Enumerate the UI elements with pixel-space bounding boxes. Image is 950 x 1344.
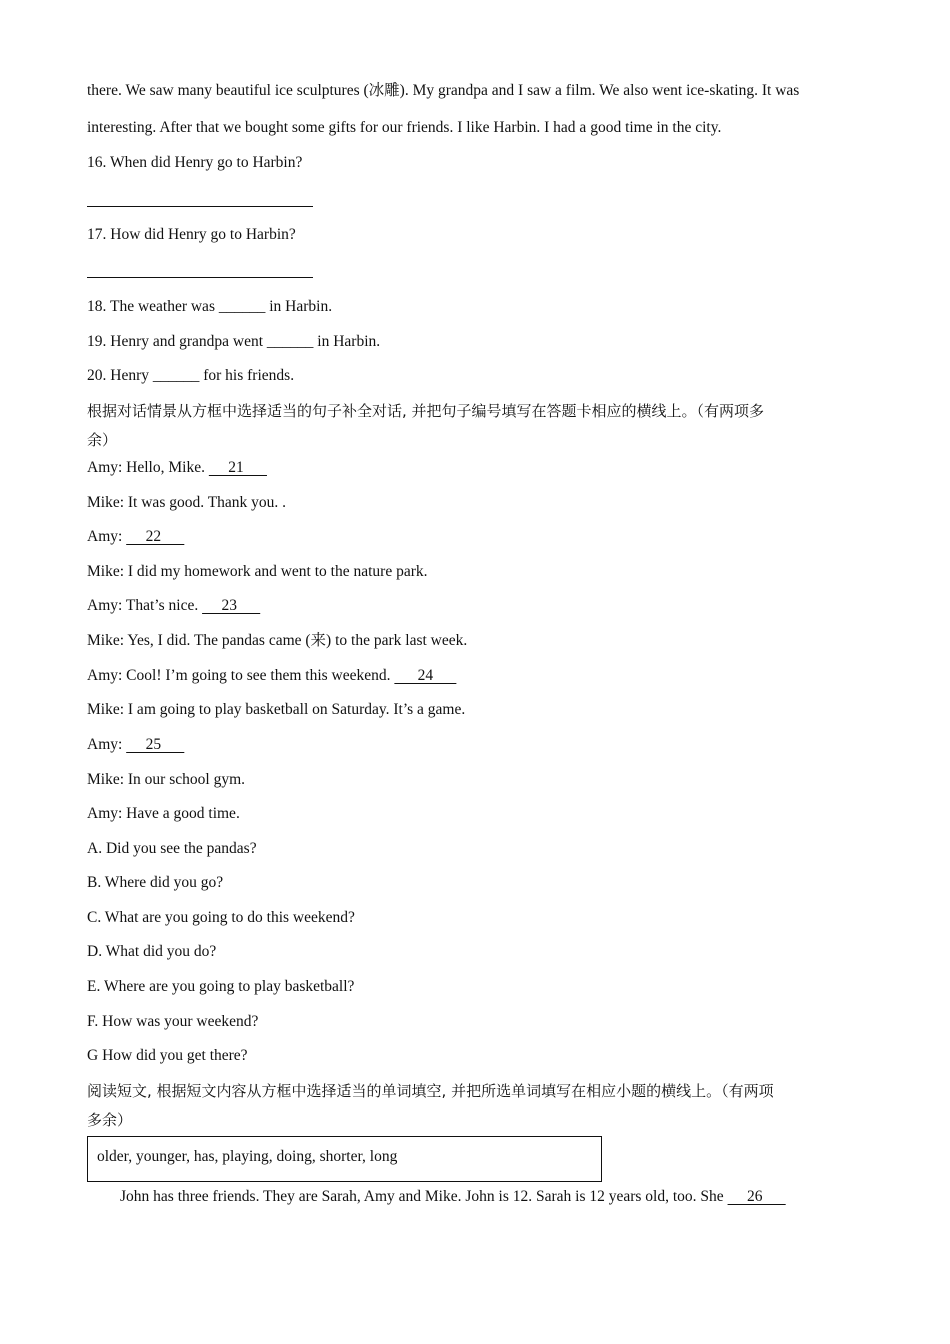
option-f: F. How was your weekend? xyxy=(87,1013,259,1030)
word-box xyxy=(87,1136,602,1182)
dialogue-line: Mike: In our school gym. xyxy=(87,771,245,788)
blank-26[interactable]: 26 xyxy=(727,1188,786,1205)
dialogue-line: Amy: 22 xyxy=(87,528,185,545)
blank-22[interactable]: 22 xyxy=(126,528,185,545)
question-16: 16. When did Henry go to Harbin? xyxy=(87,154,303,171)
reading-passage-line: John has three friends. They are Sarah, Amy and Mike. John is 12. Sarah is 12 years old, too. She 26 xyxy=(120,1188,786,1205)
dialogue-line: Amy: Cool! I’m going to see them this weekend. 24 xyxy=(87,667,457,684)
dialogue-line: Mike: I did my homework and went to the nature park. xyxy=(87,563,428,580)
dialogue-instruction-line-1: 根据对话情景从方框中选择适当的句子补全对话, 并把句子编号填写在答题卡相应的横线上。（有两项多 xyxy=(87,402,765,420)
reading-instruction-line-2: 多余） xyxy=(87,1111,133,1129)
option-e: E. Where are you going to play basketball? xyxy=(87,978,355,995)
blank-25[interactable]: 25 xyxy=(126,736,185,753)
answer-line-17[interactable] xyxy=(87,277,313,278)
passage-line-2: interesting. After that we bought some gifts for our friends. I like Harbin. I had a good time in the city. xyxy=(87,119,722,136)
blank-21[interactable]: 21 xyxy=(208,459,267,476)
dialogue-instruction-line-2: 余） xyxy=(87,431,118,449)
option-b: B. Where did you go? xyxy=(87,874,224,891)
blank-24[interactable]: 24 xyxy=(394,667,457,684)
dialogue-line: Amy: Hello, Mike. 21 xyxy=(87,459,267,476)
option-c: C. What are you going to do this weekend? xyxy=(87,909,355,926)
dialogue-line: Amy: That’s nice. 23 xyxy=(87,597,261,614)
option-d: D. What did you do? xyxy=(87,943,217,960)
dialogue-line: Amy: 25 xyxy=(87,736,185,753)
word-box-text: older, younger, has, playing, doing, shorter, long xyxy=(97,1148,398,1165)
question-20: 20. Henry ______ for his friends. xyxy=(87,367,295,384)
question-18: 18. The weather was ______ in Harbin. xyxy=(87,298,333,315)
question-17: 17. How did Henry go to Harbin? xyxy=(87,226,296,243)
dialogue-line: Mike: Yes, I did. The pandas came (来) to the park last week. xyxy=(87,632,468,649)
option-a: A. Did you see the pandas? xyxy=(87,840,257,857)
answer-line-16[interactable] xyxy=(87,206,313,207)
dialogue-line: Mike: It was good. Thank you. . xyxy=(87,494,287,511)
reading-instruction-line-1: 阅读短文, 根据短文内容从方框中选择适当的单词填空, 并把所选单词填写在相应小题的横线上。（有两项 xyxy=(87,1082,774,1100)
option-g: G How did you get there? xyxy=(87,1047,248,1064)
dialogue-line: Mike: I am going to play basketball on Saturday. It’s a game. xyxy=(87,701,466,718)
question-19: 19. Henry and grandpa went ______ in Harbin. xyxy=(87,333,381,350)
dialogue-line: Amy: Have a good time. xyxy=(87,805,240,822)
passage-line-1: there. We saw many beautiful ice sculptures (冰雕). My grandpa and I saw a film. We also went ice-skating. It was xyxy=(87,82,800,99)
blank-23[interactable]: 23 xyxy=(202,597,261,614)
